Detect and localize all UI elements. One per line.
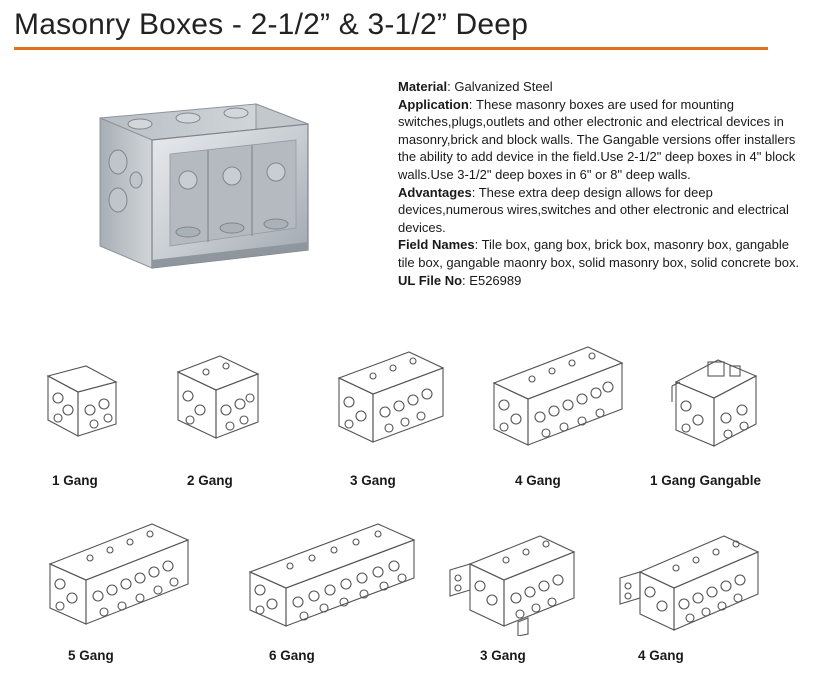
masonry-box-5-gang-icon: [44, 516, 194, 631]
product-label-1-gang: 1 Gang: [52, 473, 98, 488]
masonry-box-4-gang-bracket-icon: [614, 526, 764, 636]
material-line: [398, 78, 803, 96]
advantages-line: [398, 184, 803, 237]
masonry-box-6-gang-icon: [244, 516, 419, 631]
application-separator: :: [468, 96, 473, 112]
product-label-3-gang: 3 Gang: [350, 473, 396, 488]
advantages-text: : These extra deep design allows for deep devices,numerous wires,switches and other electronic and electrical devices.: [398, 184, 789, 235]
material-label: Material: [398, 79, 448, 94]
field-names-line: [398, 236, 803, 271]
product-label-1-gang-gangable: 1 Gang Gangable: [650, 473, 762, 488]
masonry-box-3-gang-bracket-icon: [444, 526, 584, 636]
masonry-box-4-gang-icon: [488, 341, 628, 451]
application-text: These masonry boxes are used for mounting switches,plugs,outlets and other electronic and electrical devices in masonry,brick and block walls. The Gangable versions offer installers the ability to add device in the field.Use 2-1/2" deep boxes in 4" block walls.Use 3-1/2" deep boxes in 6" or 8" deep walls.: [398, 96, 796, 182]
ul-separator: :: [462, 272, 466, 288]
application-line: [398, 96, 803, 184]
product-label-4-gang: 4 Gang: [515, 473, 561, 488]
material-separator: :: [447, 79, 451, 94]
ul-value: E526989: [469, 272, 522, 288]
material-value: Galvanized Steel: [454, 79, 553, 94]
ul-label: UL File No: [398, 272, 463, 288]
masonry-box-photo: [88, 100, 318, 272]
title-underline: [14, 47, 768, 50]
masonry-box-1-gang-icon: [42, 362, 122, 442]
field-names-label: Field Names: [398, 237, 475, 253]
application-label: Application: [398, 96, 469, 112]
page-title: Masonry Boxes - 2-1/2” & 3-1/2” Deep: [14, 8, 529, 41]
product-description: [398, 78, 803, 289]
product-label-5-gang: 5 Gang: [68, 648, 114, 663]
masonry-box-1-gang-gangable-icon: [668, 352, 763, 452]
product-label-3-gang-bracket: 3 Gang: [480, 648, 526, 663]
field-names-text: : Tile box, gang box, brick box, masonry box, gangable tile box, gangable maonry box, solid masonry box, solid concrete box.: [398, 237, 800, 270]
masonry-box-3-gang-icon: [333, 346, 448, 448]
masonry-box-2-gang-icon: [172, 350, 262, 445]
advantages-label: Advantages: [398, 184, 472, 200]
ul-line: [398, 272, 803, 290]
product-label-6-gang: 6 Gang: [269, 648, 315, 663]
product-label-2-gang: 2 Gang: [187, 473, 233, 488]
product-label-4-gang-bracket: 4 Gang: [638, 648, 684, 663]
